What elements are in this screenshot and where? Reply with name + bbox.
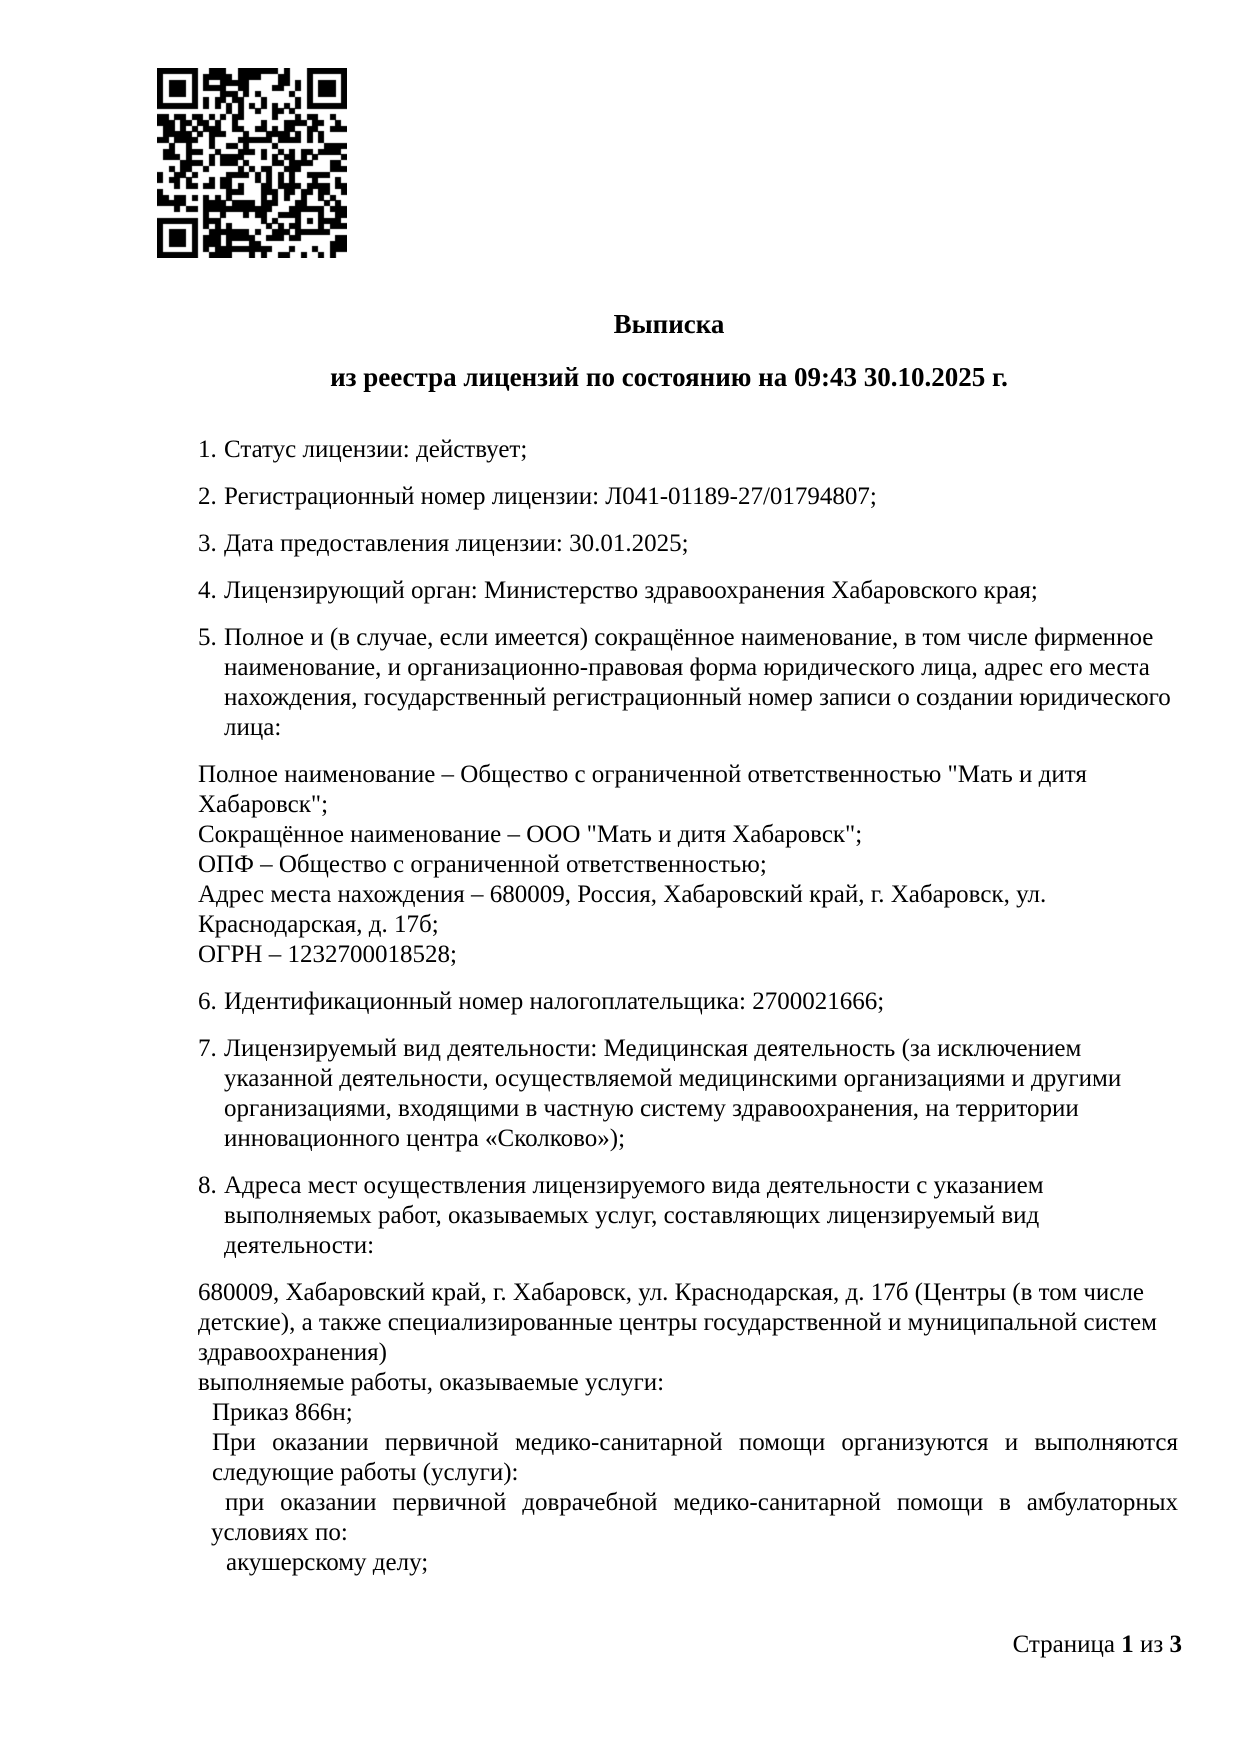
paragraph-line: Адрес места нахождения – 680009, Россия, Хабаровский край, г. Хабаровск, ул. Краснодарская, д. 17б; — [198, 881, 1047, 938]
list-item-5 — [198, 623, 1178, 743]
service-line: Приказ 866н; — [212, 1399, 353, 1426]
list-item-7 — [198, 1034, 1178, 1154]
qr-code — [157, 68, 347, 258]
list-item-1 — [198, 435, 1178, 465]
paragraph-block — [198, 1278, 1178, 1398]
item-text: Регистрационный номер лицензии: Л041-01189-27/01794807; — [224, 483, 877, 510]
service-line: При оказании первичной медико-санитарной помощи организуются и выполняются следующие работы (услуги): — [212, 1429, 1178, 1486]
footer-total-pages: 3 — [1169, 1631, 1182, 1658]
list-item-4 — [198, 576, 1178, 606]
item-text: Адреса мест осуществления лицензируемого вида деятельности с указанием выполняемых работ, оказываемых услуг, составляющих лицензируемый вид деятельности: — [224, 1172, 1044, 1259]
paragraph-line: Полное наименование – Общество с ограниченной ответственностью "Мать и дитя Хабаровск"; — [198, 761, 1087, 818]
page-footer — [1013, 1630, 1182, 1660]
footer-of-label: из — [1139, 1631, 1164, 1658]
paragraph-block — [198, 760, 1178, 970]
footer-label: Страница — [1012, 1631, 1115, 1658]
list-item-2 — [198, 482, 1178, 512]
paragraph-line: выполняемые работы, оказываемые услуги: — [198, 1369, 665, 1396]
item-number: 2. — [198, 483, 217, 510]
document-title: Выписка — [613, 309, 725, 339]
item-number: 3. — [198, 530, 217, 557]
list-item-6 — [198, 987, 1178, 1017]
item-text: Лицензирующий орган: Министерство здравоохранения Хабаровского края; — [224, 577, 1038, 604]
paragraph-line: ОПФ – Общество с ограниченной ответственностью; — [198, 851, 767, 878]
item-text: Дата предоставления лицензии: 30.01.2025; — [224, 530, 689, 557]
list-item-8 — [198, 1171, 1178, 1261]
item-number: 1. — [198, 436, 217, 463]
list-item-3 — [198, 529, 1178, 559]
item-text: Статус лицензии: действует; — [224, 436, 528, 463]
item-number: 8. — [198, 1172, 217, 1199]
title-block — [198, 308, 1140, 393]
item-number: 4. — [198, 577, 217, 604]
paragraph-line: Сокращённое наименование – ООО "Мать и дитя Хабаровск"; — [198, 821, 863, 848]
item-number: 6. — [198, 988, 217, 1015]
item-text: Лицензируемый вид деятельности: Медицинская деятельность (за исключением указанной деятельности, осуществляемой медицинскими организациями и другими организациями, входящими в частную систему здравоохранения, на территории инновационного центра «Сколково»); — [224, 1035, 1122, 1152]
item-number: 7. — [198, 1035, 217, 1062]
paragraph-line: ОГРН – 1232700018528; — [198, 941, 457, 968]
service-line: акушерскому делу; — [226, 1549, 429, 1576]
document-content — [198, 308, 1178, 1578]
item-number: 5. — [198, 624, 217, 651]
footer-page-number: 1 — [1121, 1631, 1134, 1658]
document-body — [198, 435, 1178, 1578]
item-text: Полное и (в случае, если имеется) сокращённое наименование, в том числе фирменное наименование, и организационно-правовая форма юридического лица, адрес его места нахождения, государственный регистрационный номер записи о создании юридического лица: — [224, 624, 1171, 741]
paragraph-line: 680009, Хабаровский край, г. Хабаровск, ул. Краснодарская, д. 17б (Центры (в том числе детские), а также специализированные центры государственной и муниципальной систем здравоохранения) — [198, 1279, 1157, 1366]
service-line: при оказании первичной доврачебной медико-санитарной помощи в амбулаторных условиях по: — [211, 1489, 1178, 1546]
document-subtitle: из реестра лицензий по состоянию на 09:43 30.10.2025 г. — [330, 362, 1008, 392]
item-text: Идентификационный номер налогоплательщика: 2700021666; — [224, 988, 885, 1015]
